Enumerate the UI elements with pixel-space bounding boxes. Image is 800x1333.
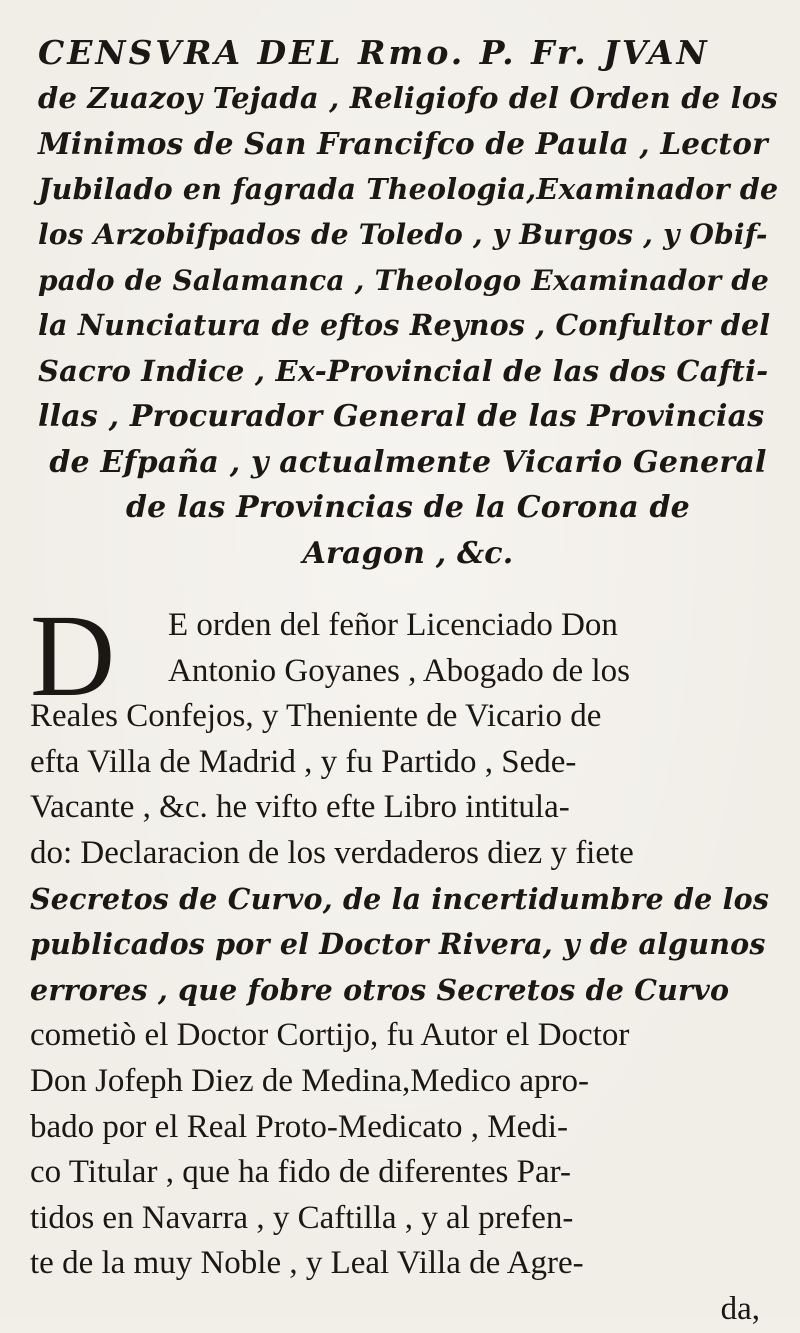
heading-line-4: Jubilado en fagrada Theologia,Examinador de (38, 171, 779, 206)
body-line-15: te de la muy Noble , y Leal Villa de Agre- (30, 1245, 584, 1282)
heading-line-8: Sacro Indice , Ex-Provincial de las dos Cafti- (38, 353, 769, 388)
heading-line-3: Minimos de San Francifco de Paula , Lector (38, 126, 768, 161)
censura-heading (38, 30, 778, 576)
body-line-1: E orden del feñor Licenciado Don (168, 607, 618, 643)
body-line-14: tidos en Navarra , y Caftilla , y al prefen- (30, 1199, 574, 1236)
body-line-7: Secretos de Curvo, de la incertidumbre de los (30, 881, 770, 916)
heading-line-9: llas , Procurador General de las Provincias (38, 399, 765, 434)
heading-line-5: los Arzobifpados de Toledo , y Burgos , y Obif- (38, 218, 768, 251)
heading-line-2: de Zuazoy Tejada , Religiofo del Orden de los (38, 80, 778, 115)
heading-line-10: de Efpaña , y actualmente Vicario General (49, 444, 767, 480)
body-line-10: cometiò el Doctor Cortijo, fu Autor el Doctor (30, 1017, 630, 1054)
heading-line-11: de las Provincias de la Corona de (126, 490, 690, 525)
heading-line-1: CENSVRA DEL Rmo. P. Fr. JVAN (38, 33, 710, 72)
body-line-12: bado por el Real Proto-Medicato , Medi- (30, 1108, 568, 1145)
heading-line-7: la Nunciatura de eftos Reynos , Confultor del (38, 308, 771, 342)
body-line-13: co Titular , que ha fido de diferentes Par- (30, 1154, 571, 1191)
heading-line-6: pado de Salamanca , Theologo Examinador de (38, 263, 770, 297)
body-line-2: Antonio Goyanes , Abogado de los (168, 652, 630, 689)
censura-body (30, 590, 780, 1333)
body-line-3: Reales Confejos, y Theniente de Vicario de (30, 698, 602, 735)
drop-cap-letter: D (30, 590, 116, 721)
body-line-8: publicados por el Doctor Rivera, y de algunos (30, 927, 766, 962)
body-line-11: Don Jofeph Diez de Medina,Medico apro- (30, 1062, 589, 1099)
body-line-4: efta Villa de Madrid , y fu Partido , Sede- (30, 743, 577, 780)
catchword: da, (720, 1290, 760, 1327)
body-line-9: errores , que fobre otros Secretos de Curvo (30, 972, 730, 1007)
body-line-6: do: Declaracion de los verdaderos diez y fiete (30, 834, 634, 871)
body-line-5: Vacante , &c. he vifto efte Libro intitula- (30, 789, 570, 826)
heading-line-12: Aragon , &c. (302, 535, 514, 571)
